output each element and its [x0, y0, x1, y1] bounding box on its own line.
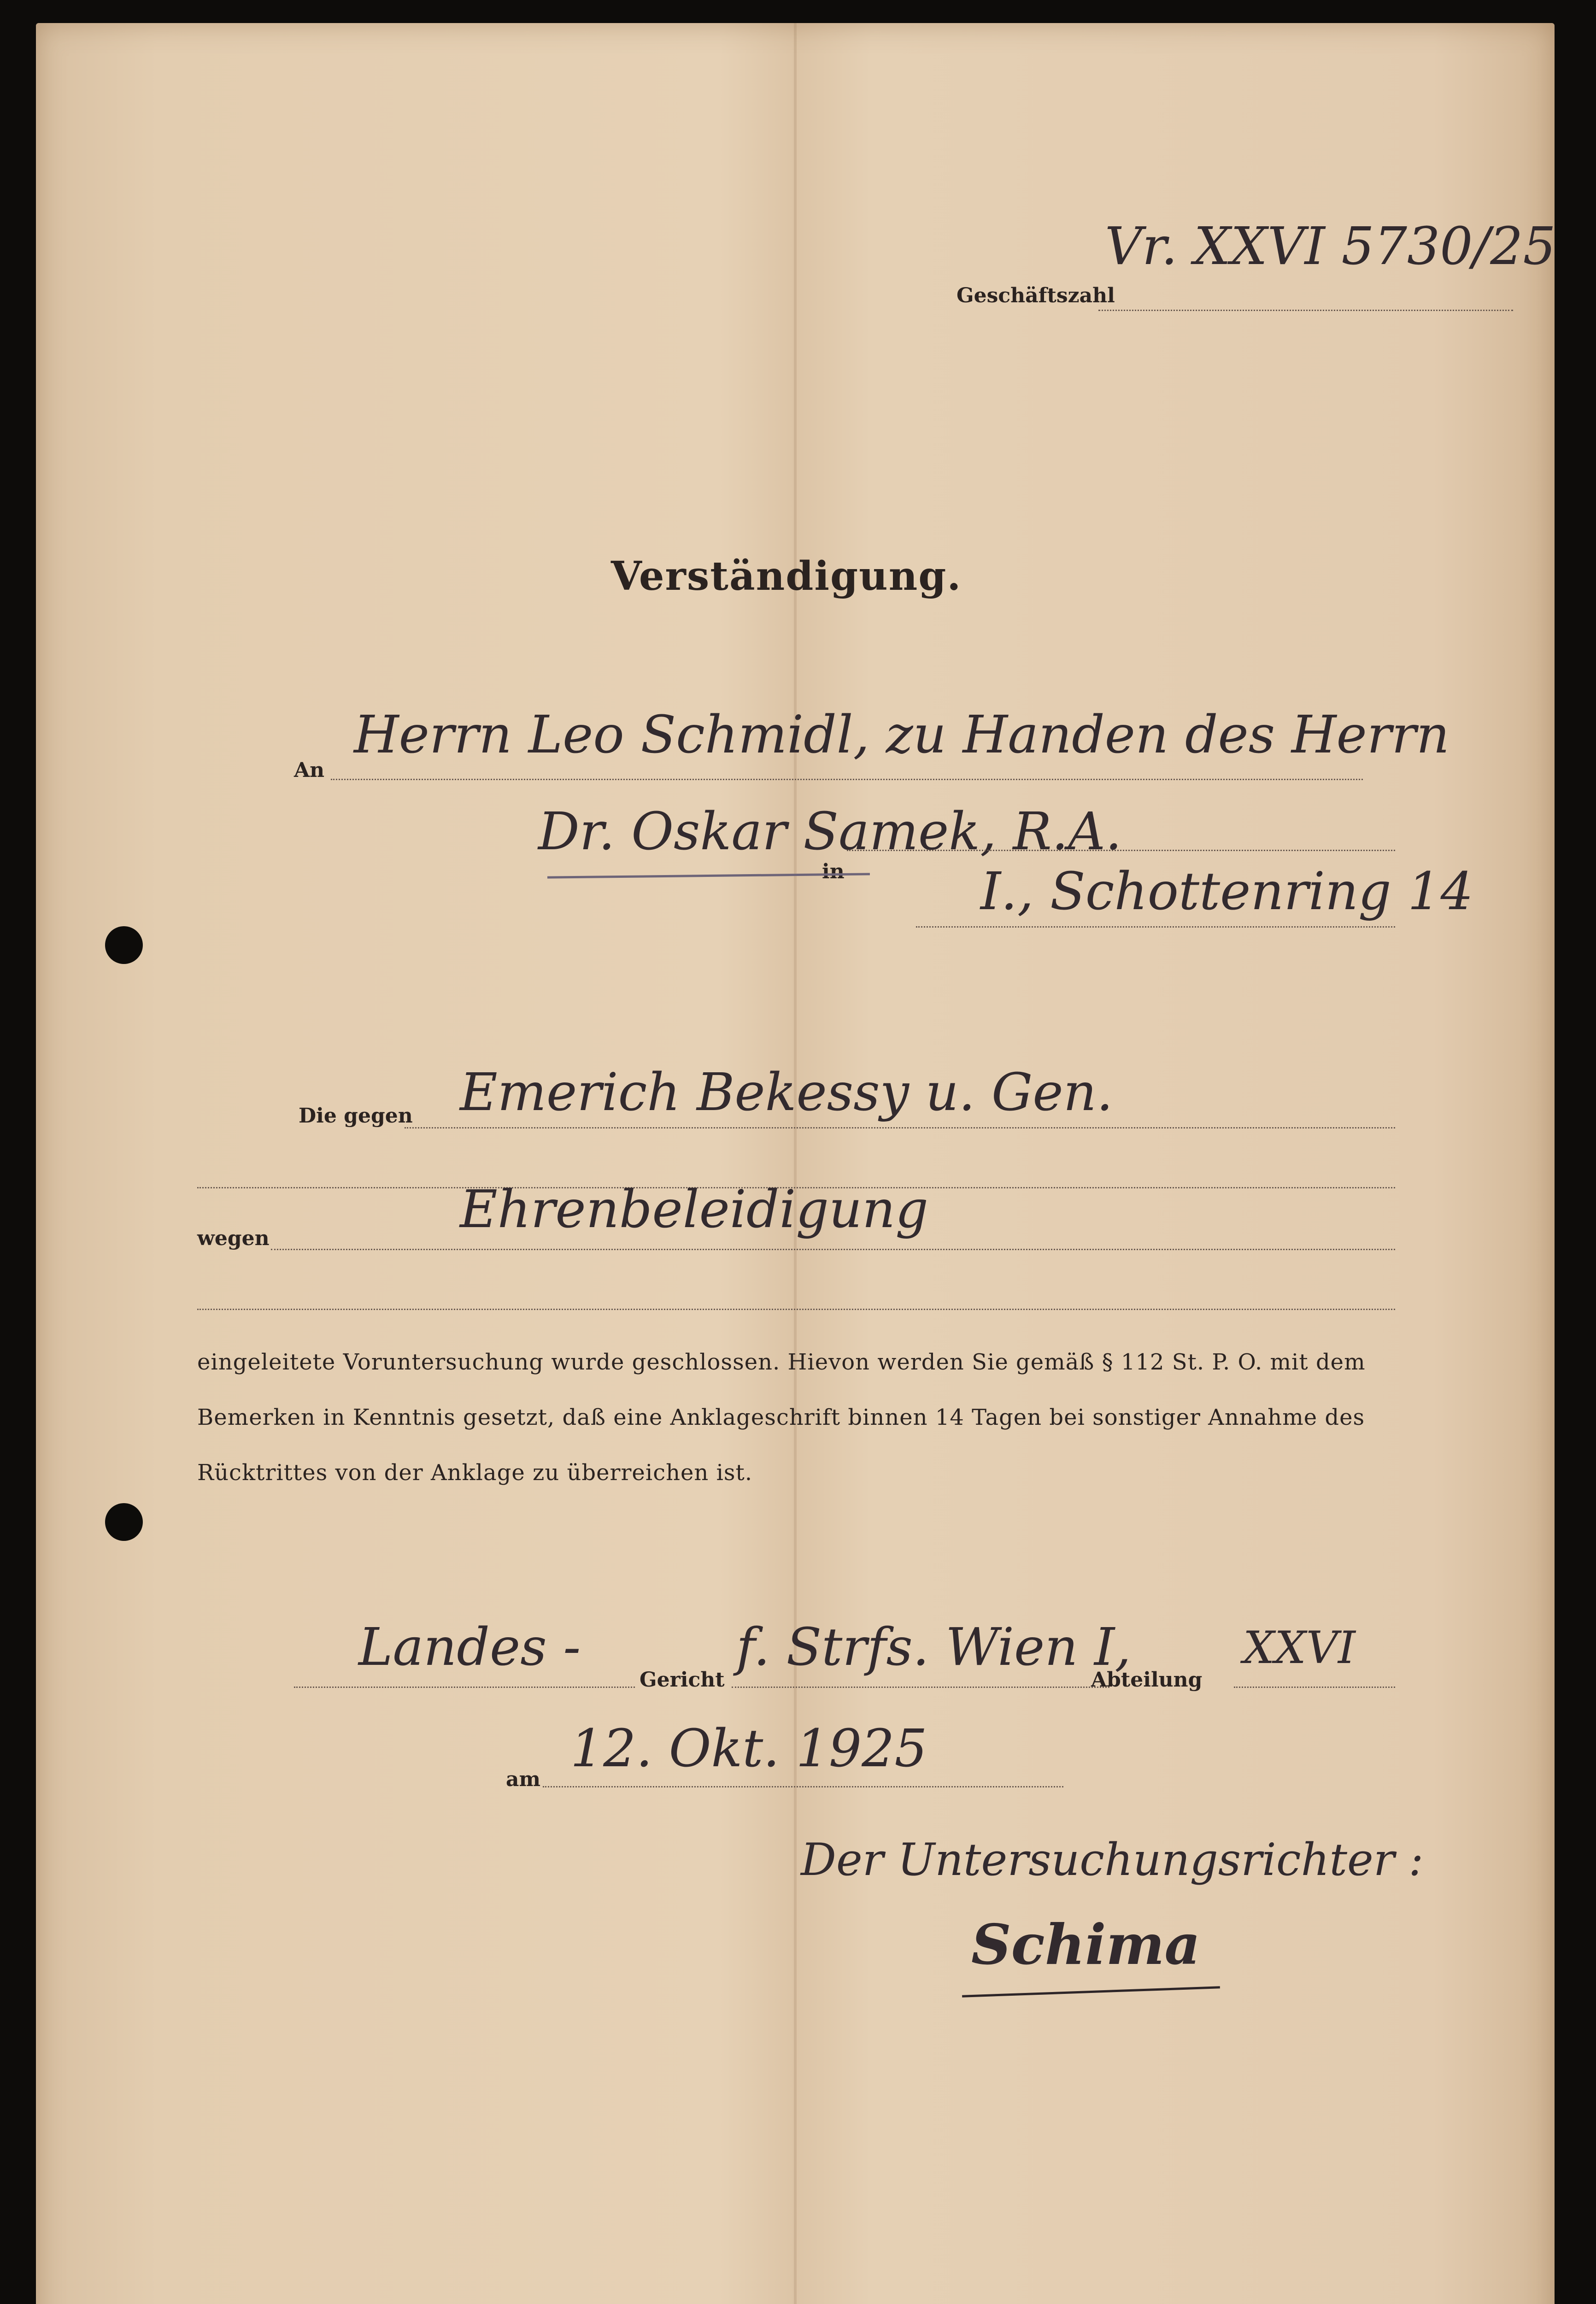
signature-role-handwritten: Der Untersuchungsrichter : [801, 1834, 1424, 1886]
department-handwritten: XXVI [1243, 1622, 1355, 1674]
document-page [36, 23, 1555, 2304]
date-line [543, 1786, 1063, 1787]
offense-handwritten: Ehrenbeleidigung [460, 1180, 928, 1240]
court-prefix-handwritten: Landes - [358, 1617, 581, 1677]
addressee-label: An [294, 758, 325, 782]
case-number-handwritten: Vr. XXVI 5730/25 [1105, 217, 1556, 276]
signature-name-handwritten: Schima [971, 1912, 1201, 1977]
address-in-label: in [822, 860, 845, 883]
body-line-1: eingeleitete Voruntersuchung wurde geschlossen. Hievon werden Sie gemäß § 112 St. P. O. mit dem [197, 1349, 1366, 1375]
addressee-line-2 [847, 850, 1395, 851]
signature-flourish [962, 1986, 1220, 1998]
addressee-line-1 [331, 779, 1363, 780]
defendant-label: Die gegen [299, 1104, 413, 1128]
court-line-right [732, 1687, 1109, 1688]
address-line [916, 926, 1395, 928]
addressee-attorney-handwritten: Dr. Oskar Samek, R.A. [538, 802, 1122, 862]
document-title: Verständigung. [611, 553, 962, 600]
body-line-2: Bemerken in Kenntnis gesetzt, daß eine Anklageschrift binnen 14 Tagen bei sonstiger Annahme des [197, 1405, 1365, 1430]
addressee-name-handwritten: Herrn Leo Schmidl, zu Handen des Herrn [354, 705, 1450, 765]
case-number-label: Geschäftszahl [956, 284, 1115, 307]
defendant-line [405, 1127, 1395, 1128]
offense-line [271, 1249, 1395, 1250]
court-suffix-handwritten: f. Strfs. Wien I, [736, 1617, 1131, 1677]
department-label: Abteilung [1091, 1668, 1203, 1692]
paper-fold [794, 23, 797, 2304]
defendant-handwritten: Emerich Bekessy u. Gen. [460, 1063, 1113, 1123]
addressee-ink-underline [547, 873, 870, 878]
date-handwritten: 12. Okt. 1925 [570, 1719, 927, 1779]
case-number-line [1098, 310, 1513, 311]
offense-label: wegen [197, 1227, 270, 1250]
address-handwritten: I., Schottenring 14 [980, 862, 1473, 922]
court-line-left [294, 1687, 635, 1688]
body-line-3: Rücktrittes von der Anklage zu überreichen ist. [197, 1460, 753, 1486]
punch-hole-bottom [105, 1503, 143, 1541]
department-line [1234, 1687, 1395, 1688]
court-label: Gericht [640, 1668, 725, 1692]
blank-line-2 [197, 1309, 1395, 1310]
date-label: am [506, 1768, 541, 1791]
punch-hole-top [105, 926, 143, 964]
